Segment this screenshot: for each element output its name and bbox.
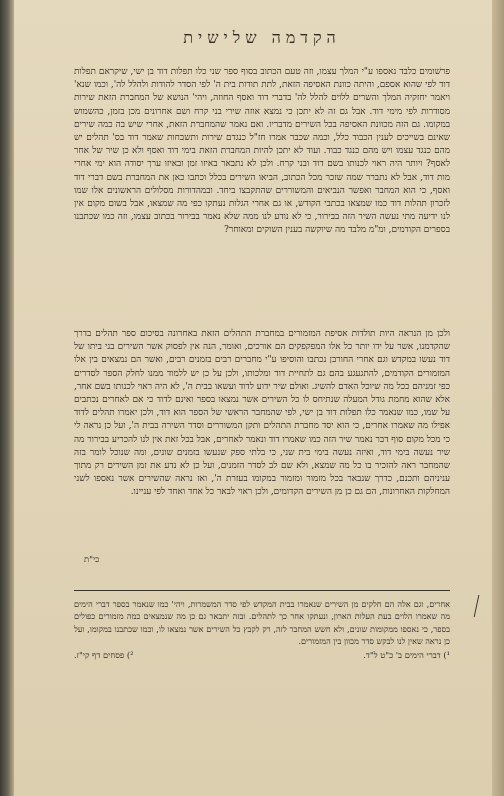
footnote-ref-2: ²) פסחים דף קי"ז.	[74, 650, 134, 660]
footnote-divider	[74, 590, 450, 591]
book-page	[14, 0, 492, 796]
page-title: הקדמה שלישית	[183, 28, 341, 47]
margin-mark	[464, 595, 480, 617]
book-binding	[0, 0, 14, 796]
footnote-references	[74, 650, 450, 660]
footnote-text: אחרים, וגם אלה הם חלקים מן השירים שנאמרו בבית המקדש לפי סדר המשמרות, ויהי' כמו שנאמר בספר דברי הימים מה שאמרו הלוים בעת העלות הארון, ונעתקו אחר כך לתהלים. ובזה יתבאר גם כן מה שנמצאים כמה מזמורים כפולים בספר, כי נאספו ממקומות שונים, ולא חשש המחבר לזה, רק לקבץ כל השירים אשר נמצאו לו, וכמו שכתבנו במקומו, ועל כן נראה שאין לנו לבקש סדר מכוון בין המזמורים.	[74, 599, 450, 647]
body-paragraph-1	[74, 66, 450, 238]
paragraph-text: פרשׁומים כלבד נאספו ע"י המלך עצמו, וזה טעם הכתוב בסוף ספר שני כלו תפלות דוד בן ישי, שיקראם תפלות דוד לפי שהוא אספם, והיתה כוונת האסיפה הזאת, לתת תודות בית ה' לפי הסדר להודות ולהלל לה', וכמו שנא' ויאמר יחזקיה המלך והשרים ללוים להלל לה' בדברי דוד ואסף החוזה, ויהי' הנושא של המחברת הזאת שירות מסודרות לפי מימי דוד. אבל גם זה לא יתכן כי נמצא אוזה שירי בני קרח ושם אחרונים מכן בזמן, כהשמוש במקומו. גם הזה מכוונת האסיפה בכל השירים מדבריו. ואם נאמר שהמחברת הזאת, אחרי שיש בה כמה שירים שאינם בשייכים לענין הכבוד כלל, וכמה שכבר אמרו חז"ל כנגדם שירות ותשבחות שאמר דוד בס' תהלים יש מהם כנגד עצמו ויש מהם כנגד כבוד. ועוד לא יתכן להיות המחברת הזאת בימי דוד ואסף ולא כן שיר של אחר לאסף? ויותר היה ראוי לכנותו בשם דוד ובני קרח. ולכן לא נתבאר באיזו זמן ובאיזו ערך יסודה הוא ימי אחרי מות דוד, אבל לא נתברר שמה שזכר מכל הכתוב, הביאו השירים בכלל וכתבו כאן את המחברת בשם דברי דוד ואסף, כי הוא המחבר ואפשר הנביאים והמשוררים שהתקבצו ביחד. ובמהדורות מסלולים הראשונים אלו שמו לזכרון תהלות דוד כמו שמצאו בכתבי הקודש, או גם אחרי הגלות נעתקו כפי מה שמצאו, אבל בשום מקום אין לנו ידיעה מתי נעשה השיר הזה בבירור, כי לא נודע לנו ממה שלא נאמר בבירור בכתוב עצמו, וזה כמו שכתבנו בספרים הקודמים, ומ"מ מלבד מה שיוקשה בענין השוקים ומאוחר?	[74, 67, 450, 236]
footnote-ref-1: ¹) דברי הימים ב' כ"ט ל"ד.	[363, 650, 450, 660]
catchword: כי"ת	[84, 554, 100, 564]
paragraph-text: ולכן מן הנראה היות תולדות אסיפת המזמורים במחברת התהלים הזאת באחרונה בסיכום ספר תהלים בדרך שהקדמנו, אשר על ידו יותר כל אלו המפקפקים הם אורכים, ואומר, הנה אין לפסוק אשר השירים בני ביתו של דוד נעשו במקדש וגם אחרי החורבן נכתבו והוסיפו ע"י מחברים רבים בזמנים רבים, ואשר הם נמצאים בין אלו המזמורים הקודמים, להתגעגע בהם גם לתחיית דוד ומלכותו, ולכן על כן יש ללמוד ממנו לחלק הספר לסדרים כפי זמניהם ככל מה שיוכל האדם להשיג. ואולם שיר ידוע לדוד ועשאו בבית ה', לא היה ראוי לכנותו בשם אחר, אלא שהוא מחמת גודל המעלה שנתיחס לו כל השירים אשר נמצאו בספר ואינם לדוד כי אם לאחרים נכתבים על שמו, כמו שנאמר כלו תפלות דוד בן ישי, לפי שהמחבר הראשי של הספר הוא דוד, ולכן יאמרו תהלים לדוד אפילו מה שאמרו אחרים, כי הוא יסד מחברת התהלים ותקן המשוררים וסדר השירה בבית ה', ועל כן נראה לי כי מכל מקום סוף דבר נאמר שיר הזה כמו שאמרו דוד ונאמר לאחרים, אבל בכל זאת אין לנו להכריע בבירור מה שיר נעשה בימי דוד, ואיזה נעשה בימי בית שני, כי בלתי ספק שנעשו בזמנים שונים, ומה שנוכל לומר בזה שהמחבר ראה להזכיר בו כל מה שמצא, ולא שם לב לסדר הזמנים, ועל כן לא נדע את זמן השירים רק מתוך עניניהם ותכנם, כדרך שנבאר בכל מזמור ומזמור במקומו בעזרת ה', ואז נראה שהשירים אשר נאספו לשני המחלקות האחרונות, הם גם כן מן השירים הקדומים, ולכן ראוי לבאר כל אחד ואחד לפי עניינו.	[74, 329, 450, 498]
body-paragraph-2	[74, 328, 450, 500]
page-edge	[492, 0, 504, 796]
